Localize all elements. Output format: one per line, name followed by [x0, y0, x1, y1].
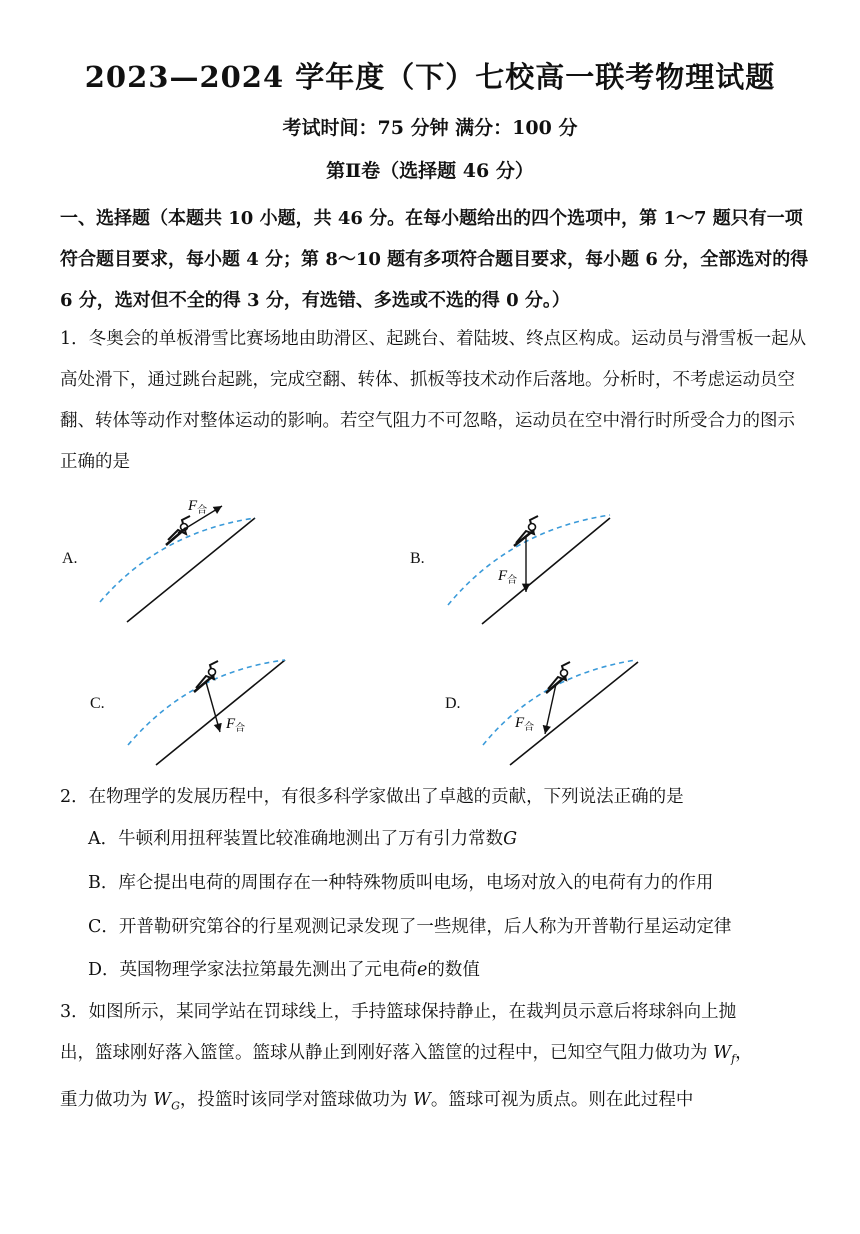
question-3-line-3: 重力做功为 $W_G$，投篮时该同学对篮球做功为 W。篮球可视为质点。则在此过程中: [60, 1089, 694, 1112]
exam-time-and-score: 考试时间：75 分钟 满分：100 分: [282, 117, 578, 139]
figure-b: [448, 515, 610, 624]
q1-option-a-label: A.: [62, 550, 78, 567]
figure-c: [128, 660, 285, 765]
question-1-stem: 1．冬奥会的单板滑雪比赛场地由助滑区、起跳台、着陆坡、终点区构成。运动员与滑雪板一起从高处滑下，通过跳台起跳，完成空翻、转体、抓板等技术动作后落地。分析时，不考虑运动员空翻、转体等动作对整体运动的影响。若空气阻力不可忽略，运动员在空中滑行时所受合力的图示正确的是: [60, 329, 807, 472]
force-label: $F_合$: [498, 568, 518, 586]
figure-d: [483, 660, 638, 765]
question-3-line-2: 出，篮球刚好落入篮筐。篮球从静止到刚好落入篮筐的过程中，已知空气阻力做功为 $W_f$，: [60, 1043, 753, 1066]
question-2-option-c: C．开普勒研究第谷的行星观测记录发现了一些规律，后人称为开普勒行星运动定律: [88, 917, 732, 937]
q1-option-d-label: D.: [445, 695, 461, 712]
question-2-option-b: B．库仑提出电荷的周围存在一种特殊物质叫电场，电场对放入的电荷有力的作用: [88, 873, 714, 893]
figure-a: [100, 498, 255, 622]
question-3-line-1: 3．如图所示，某同学站在罚球线上，手持篮球保持静止，在裁判员示意后将球斜向上抛: [60, 1002, 737, 1022]
skier-icon: [546, 662, 570, 693]
question-2-stem: 2．在物理学的发展历程中，有很多科学家做出了卓越的贡献，下列说法正确的是: [60, 787, 684, 807]
question-2-option-a: A．牛顿利用扭秤装置比较准确地测出了万有引力常数G: [88, 829, 518, 849]
q1-option-b-label: B.: [410, 550, 425, 567]
force-arrow: [206, 682, 220, 732]
skier-icon: [194, 661, 218, 692]
question-3-stem: [60, 992, 812, 1126]
question-2-option-d: D．英国物理学家法拉第最先测出了元电荷e的数值: [88, 960, 480, 980]
section-instructions: 一、选择题（本题共 10 小题，共 46 分。在每小题给出的四个选项中，第 1～7 题只有一项符合题目要求，每小题 4 分；第 8～10 题有多项符合题目要求，每小题 6 分，全部选对的得 6 分，选对但不全的得 3 分，有选错、多选或不选的得 0 分。）: [60, 208, 809, 311]
force-label: $F_合$: [226, 716, 246, 734]
exam-title: 2023—2024 学年度（下）七校高一联考物理试题: [84, 60, 776, 94]
section-heading: 第Ⅱ卷（选择题 46 分）: [326, 160, 534, 182]
q1-option-c-label: C.: [90, 695, 105, 712]
force-label: $F_合$: [188, 498, 208, 516]
force-label: $F_合$: [515, 715, 535, 733]
